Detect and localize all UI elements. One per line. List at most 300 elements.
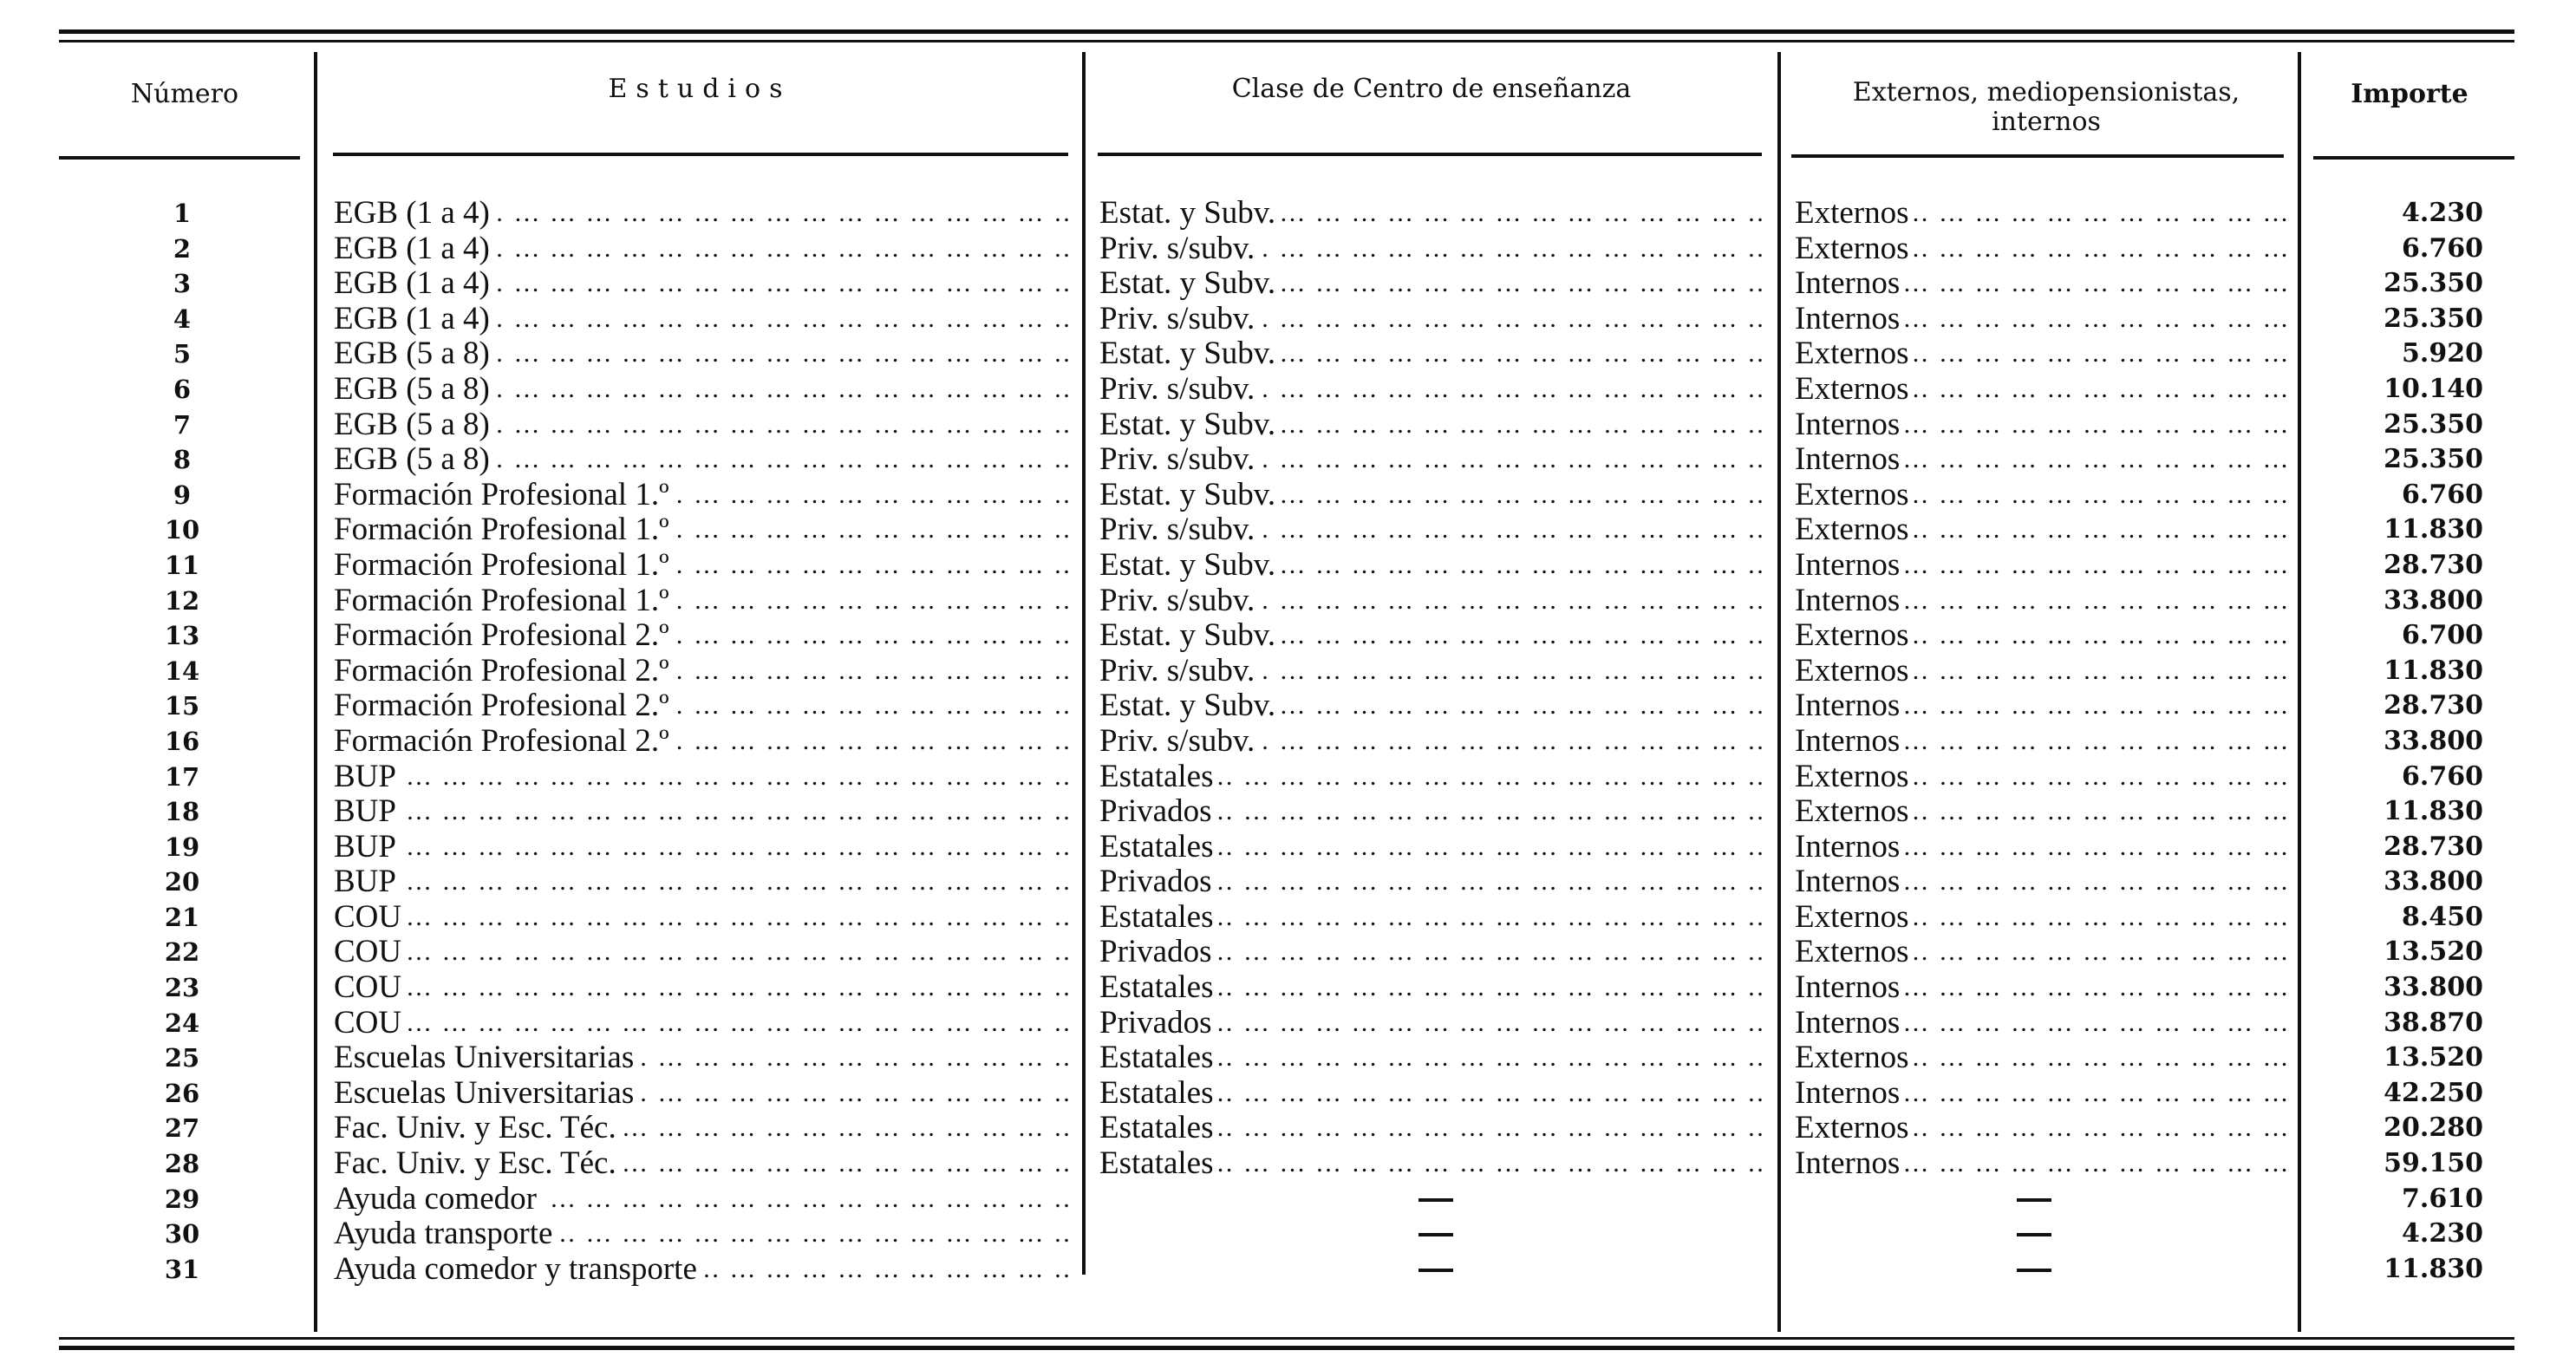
row-number — [59, 794, 309, 830]
row-clase — [1099, 1111, 1765, 1146]
row-clase-text: Estatales — [1099, 1111, 1217, 1145]
row-importe-text: 11.830 — [2384, 1254, 2487, 1284]
row-importe — [2332, 654, 2487, 689]
row-clase-text: Priv. s/subv. — [1099, 654, 1258, 688]
row-clase-text: Estat. y Subv. — [1099, 688, 1279, 723]
row-number-text: 22 — [165, 937, 203, 967]
row-number-text: 26 — [165, 1079, 203, 1108]
header-externos: Externos, mediopensionistas, internos — [1852, 77, 2240, 137]
row-importe — [2332, 266, 2487, 302]
row-number — [59, 584, 309, 619]
row-importe — [2332, 864, 2487, 900]
row-number-text: 11 — [165, 551, 203, 580]
row-clase-text: Estat. y Subv. — [1099, 196, 1279, 231]
row-clase — [1099, 724, 1765, 760]
row-importe — [2332, 196, 2487, 232]
row-tipo-dash — [2017, 1198, 2051, 1202]
row-clase — [1099, 196, 1765, 232]
row-tipo-text: Internos — [1795, 442, 1903, 477]
row-clase-text: Estatales — [1099, 830, 1217, 864]
row-estudios — [334, 512, 1069, 548]
row-tipo-text: Internos — [1795, 408, 1903, 442]
table-row — [0, 1146, 2576, 1182]
table-row — [0, 336, 2576, 372]
row-importe-text: 38.870 — [2384, 1008, 2487, 1038]
row-estudios-text: COU — [334, 935, 405, 969]
row-importe-text: 33.800 — [2384, 972, 2487, 1002]
row-number — [59, 760, 309, 795]
row-importe — [2332, 1146, 2487, 1182]
row-tipo — [1795, 1041, 2287, 1076]
row-number-text: 5 — [173, 339, 194, 369]
header-underline-numero — [59, 156, 300, 160]
row-estudios — [334, 724, 1069, 760]
row-importe-text: 25.350 — [2384, 303, 2487, 334]
row-estudios-text: Escuelas Universitarias — [334, 1076, 637, 1111]
row-number — [59, 196, 309, 232]
row-estudios-text: Ayuda transporte — [334, 1217, 556, 1251]
row-importe — [2332, 1217, 2487, 1252]
row-number-text: 27 — [165, 1113, 203, 1143]
table-row — [0, 408, 2576, 443]
row-tipo-text: Externos — [1795, 1041, 1913, 1075]
row-number-text: 24 — [165, 1008, 203, 1038]
row-importe-text: 25.350 — [2384, 444, 2487, 474]
table-row — [0, 512, 2576, 548]
row-tipo — [1795, 794, 2287, 830]
row-estudios-text: Fac. Univ. y Esc. Téc. — [334, 1146, 620, 1181]
row-importe-text: 6.760 — [2402, 233, 2487, 264]
row-clase — [1099, 512, 1765, 548]
row-number-text: 30 — [165, 1219, 203, 1249]
row-tipo — [1795, 336, 2287, 372]
table-row — [0, 1006, 2576, 1041]
row-number-text: 20 — [165, 867, 203, 897]
bottom-rule-thin — [59, 1337, 2514, 1340]
row-clase-text: Estat. y Subv. — [1099, 478, 1279, 512]
row-importe-text: 20.280 — [2384, 1112, 2487, 1143]
row-tipo-text: Externos — [1795, 372, 1913, 407]
row-tipo-text: Internos — [1795, 1146, 1903, 1181]
header-clase: Clase de Centro de enseñanza — [1231, 74, 1632, 104]
row-number-text: 28 — [165, 1149, 203, 1178]
row-clase — [1099, 1006, 1765, 1041]
row-number-text: 17 — [165, 762, 203, 792]
row-number — [59, 1146, 309, 1182]
row-clase — [1099, 1146, 1765, 1182]
row-clase-text: Priv. s/subv. — [1099, 442, 1258, 477]
row-tipo — [1795, 548, 2287, 584]
row-estudios-text: EGB (5 a 8) — [334, 336, 493, 371]
row-estudios — [334, 688, 1069, 724]
row-importe — [2332, 232, 2487, 267]
row-importe-text: 33.800 — [2384, 866, 2487, 897]
row-clase — [1099, 970, 1765, 1006]
row-number — [59, 900, 309, 936]
table-row — [0, 302, 2576, 337]
row-estudios-text: Formación Profesional 1.º — [334, 478, 673, 512]
row-number — [59, 1076, 309, 1112]
table-row — [0, 232, 2576, 267]
row-number — [59, 478, 309, 513]
table-row — [0, 442, 2576, 478]
row-estudios — [334, 760, 1069, 795]
table-row — [0, 548, 2576, 584]
row-tipo — [1795, 1076, 2287, 1112]
row-estudios — [334, 935, 1069, 970]
table-row — [0, 618, 2576, 654]
row-importe-text: 6.760 — [2402, 761, 2487, 792]
row-number — [59, 1182, 309, 1217]
row-estudios-text: Ayuda comedor — [334, 1182, 540, 1217]
row-number — [59, 372, 309, 408]
row-importe-text: 25.350 — [2384, 409, 2487, 440]
row-importe — [2332, 302, 2487, 337]
row-estudios-text: EGB (1 a 4) — [334, 266, 493, 301]
row-estudios-text: COU — [334, 900, 405, 935]
row-clase — [1099, 302, 1765, 337]
row-tipo-dash — [2017, 1233, 2051, 1236]
row-importe — [2332, 584, 2487, 619]
row-estudios — [334, 1111, 1069, 1146]
row-tipo-text: Internos — [1795, 1006, 1903, 1041]
row-estudios-text: EGB (5 a 8) — [334, 408, 493, 442]
row-tipo-text: Internos — [1795, 970, 1903, 1005]
row-number-text: 21 — [165, 903, 203, 932]
row-importe — [2332, 688, 2487, 724]
row-tipo-text: Internos — [1795, 266, 1903, 301]
row-clase-text: Priv. s/subv. — [1099, 232, 1258, 266]
row-tipo-text: Externos — [1795, 232, 1913, 266]
row-tipo-text: Externos — [1795, 654, 1913, 688]
row-number — [59, 618, 309, 654]
row-importe-text: 6.700 — [2402, 620, 2487, 650]
row-clase — [1099, 372, 1765, 408]
row-tipo — [1795, 654, 2287, 689]
row-number — [59, 302, 309, 337]
row-clase — [1099, 266, 1765, 302]
row-importe — [2332, 512, 2487, 548]
row-clase-text: Estat. y Subv. — [1099, 266, 1279, 301]
header-importe: Importe — [2351, 79, 2468, 109]
row-number — [59, 442, 309, 478]
table-row — [0, 864, 2576, 900]
row-number — [59, 266, 309, 302]
row-clase-text: Privados — [1099, 794, 1216, 829]
row-clase — [1099, 336, 1765, 372]
row-estudios — [334, 584, 1069, 619]
row-estudios-text: Formación Profesional 2.º — [334, 724, 673, 759]
row-estudios — [334, 864, 1069, 900]
row-tipo-text: Internos — [1795, 1076, 1903, 1111]
row-importe — [2332, 830, 2487, 865]
row-importe-text: 33.800 — [2384, 726, 2487, 756]
row-tipo-text: Externos — [1795, 478, 1913, 512]
header-underline-estudios — [333, 153, 1068, 156]
row-number-text: 3 — [173, 269, 194, 298]
top-rule-thin — [59, 40, 2514, 42]
row-clase-text: Estatales — [1099, 760, 1217, 794]
row-estudios-text: COU — [334, 970, 405, 1005]
row-clase — [1099, 864, 1765, 900]
row-tipo-text: Externos — [1795, 794, 1913, 829]
row-estudios — [334, 548, 1069, 584]
row-number-text: 10 — [165, 515, 203, 545]
row-estudios-text: BUP — [334, 760, 400, 794]
row-estudios-text: Formación Profesional 2.º — [334, 688, 673, 723]
row-importe-text: 13.520 — [2384, 1042, 2487, 1073]
row-estudios — [334, 618, 1069, 654]
row-tipo — [1795, 478, 2287, 513]
row-estudios-text: EGB (1 a 4) — [334, 232, 493, 266]
header-underline-clase — [1098, 153, 1762, 156]
row-importe — [2332, 1111, 2487, 1146]
row-tipo — [1795, 1146, 2287, 1182]
row-clase — [1099, 1041, 1765, 1076]
row-estudios — [334, 1006, 1069, 1041]
row-importe-text: 5.920 — [2402, 338, 2487, 369]
row-estudios — [334, 1252, 1069, 1288]
row-number-text: 16 — [165, 727, 203, 756]
row-estudios-text: Fac. Univ. y Esc. Téc. — [334, 1111, 620, 1145]
row-tipo — [1795, 1111, 2287, 1146]
row-clase-dash — [1418, 1233, 1453, 1236]
row-tipo — [1795, 196, 2287, 232]
row-importe — [2332, 1076, 2487, 1112]
row-number-text: 6 — [173, 375, 194, 404]
row-estudios — [334, 654, 1069, 689]
table-row — [0, 724, 2576, 760]
row-tipo-text: Internos — [1795, 302, 1903, 336]
row-clase — [1099, 548, 1765, 584]
row-estudios — [334, 970, 1069, 1006]
row-importe — [2332, 618, 2487, 654]
row-tipo — [1795, 724, 2287, 760]
row-estudios — [334, 794, 1069, 830]
row-importe — [2332, 408, 2487, 443]
row-importe-text: 25.350 — [2384, 268, 2487, 298]
row-tipo-text: Internos — [1795, 830, 1903, 864]
row-importe — [2332, 970, 2487, 1006]
row-clase-text: Privados — [1099, 935, 1216, 969]
row-tipo — [1795, 584, 2287, 619]
row-number — [59, 970, 309, 1006]
row-importe-text: 6.760 — [2402, 480, 2487, 510]
row-number — [59, 1217, 309, 1252]
row-tipo — [1795, 864, 2287, 900]
row-importe — [2332, 478, 2487, 513]
table-row — [0, 970, 2576, 1006]
table-row — [0, 1182, 2576, 1217]
row-tipo-text: Externos — [1795, 935, 1913, 969]
row-number-text: 19 — [165, 832, 203, 862]
row-number — [59, 935, 309, 970]
row-number-text: 8 — [173, 445, 194, 474]
row-clase-text: Estat. y Subv. — [1099, 336, 1279, 371]
row-tipo — [1795, 442, 2287, 478]
row-importe-text: 11.830 — [2384, 796, 2487, 826]
row-number — [59, 1111, 309, 1146]
row-clase — [1099, 830, 1765, 865]
table-row — [0, 196, 2576, 232]
row-clase-text: Estatales — [1099, 1076, 1217, 1111]
row-number — [59, 830, 309, 865]
row-clase-text: Estat. y Subv. — [1099, 618, 1279, 653]
row-importe-text: 10.140 — [2384, 374, 2487, 404]
row-estudios-text: EGB (5 a 8) — [334, 372, 493, 407]
row-importe-text: 11.830 — [2384, 656, 2487, 686]
row-importe-text: 8.450 — [2402, 902, 2487, 932]
row-clase — [1099, 1076, 1765, 1112]
row-estudios — [334, 442, 1069, 478]
row-clase-text: Privados — [1099, 864, 1216, 899]
row-number — [59, 1252, 309, 1288]
row-clase-text: Estatales — [1099, 900, 1217, 935]
table-row — [0, 584, 2576, 619]
row-importe-text: 42.250 — [2384, 1078, 2487, 1108]
row-clase-dash — [1418, 1269, 1453, 1272]
row-number-text: 13 — [165, 621, 203, 650]
row-number-text: 14 — [165, 656, 203, 686]
row-number — [59, 654, 309, 689]
row-importe-text: 28.730 — [2384, 550, 2487, 580]
row-tipo-text: Externos — [1795, 760, 1913, 794]
row-tipo-text: Internos — [1795, 864, 1903, 899]
row-clase — [1099, 935, 1765, 970]
row-estudios — [334, 232, 1069, 267]
row-number — [59, 512, 309, 548]
row-estudios-text: Ayuda comedor y transporte — [334, 1252, 701, 1287]
row-tipo-text: Externos — [1795, 336, 1913, 371]
row-tipo — [1795, 512, 2287, 548]
row-number-text: 4 — [173, 304, 194, 334]
row-tipo-text: Externos — [1795, 618, 1913, 653]
row-clase — [1099, 478, 1765, 513]
row-importe — [2332, 1041, 2487, 1076]
row-number — [59, 1006, 309, 1041]
bottom-rule-thick — [59, 1346, 2514, 1350]
row-estudios — [334, 408, 1069, 443]
row-number — [59, 336, 309, 372]
row-clase — [1099, 900, 1765, 936]
row-importe — [2332, 1182, 2487, 1217]
row-tipo-text: Internos — [1795, 688, 1903, 723]
row-tipo — [1795, 688, 2287, 724]
row-clase — [1099, 584, 1765, 619]
table-row — [0, 478, 2576, 513]
row-tipo-text: Externos — [1795, 196, 1913, 231]
table-body — [0, 196, 2576, 1287]
row-clase-text: Estat. y Subv. — [1099, 548, 1279, 583]
row-clase — [1099, 232, 1765, 267]
row-importe — [2332, 372, 2487, 408]
table-row — [0, 1217, 2576, 1252]
row-estudios — [334, 266, 1069, 302]
row-estudios — [334, 1146, 1069, 1182]
row-number-text: 1 — [173, 199, 194, 228]
row-importe — [2332, 935, 2487, 970]
row-clase — [1099, 442, 1765, 478]
row-clase-text: Estatales — [1099, 1146, 1217, 1181]
row-number-text: 9 — [173, 480, 194, 510]
row-tipo — [1795, 266, 2287, 302]
row-number — [59, 864, 309, 900]
row-estudios — [334, 196, 1069, 232]
table-row — [0, 654, 2576, 689]
row-clase — [1099, 618, 1765, 654]
row-clase-text: Privados — [1099, 1006, 1216, 1041]
row-importe — [2332, 442, 2487, 478]
row-estudios — [334, 336, 1069, 372]
row-estudios — [334, 830, 1069, 865]
row-clase-text: Priv. s/subv. — [1099, 724, 1258, 759]
row-number-text: 7 — [173, 410, 194, 440]
row-importe — [2332, 1252, 2487, 1288]
row-importe — [2332, 900, 2487, 936]
row-tipo-dash — [2017, 1269, 2051, 1272]
row-importe-text: 33.800 — [2384, 585, 2487, 616]
row-tipo — [1795, 760, 2287, 795]
row-clase-text: Estat. y Subv. — [1099, 408, 1279, 442]
row-importe — [2332, 760, 2487, 795]
row-clase-dash — [1418, 1198, 1453, 1202]
top-rule-thick — [59, 29, 2514, 34]
table-row — [0, 900, 2576, 936]
row-importe-text: 28.730 — [2384, 832, 2487, 862]
row-estudios-text: EGB (5 a 8) — [334, 442, 493, 477]
row-clase — [1099, 688, 1765, 724]
header-estudios: Estudios — [608, 74, 792, 104]
row-importe-text: 13.520 — [2384, 936, 2487, 967]
row-clase — [1099, 408, 1765, 443]
row-importe-text: 59.150 — [2384, 1148, 2487, 1178]
table-row — [0, 1076, 2576, 1112]
row-estudios — [334, 478, 1069, 513]
row-estudios-text: Formación Profesional 1.º — [334, 584, 673, 618]
row-importe-text: 11.830 — [2384, 514, 2487, 545]
row-clase-text: Estatales — [1099, 1041, 1217, 1075]
table-row — [0, 688, 2576, 724]
row-importe-text: 28.730 — [2384, 690, 2487, 721]
header-underline-importe — [2313, 156, 2514, 160]
row-clase — [1099, 760, 1765, 795]
row-importe — [2332, 794, 2487, 830]
row-estudios-text: BUP — [334, 830, 400, 864]
row-number-text: 29 — [165, 1184, 203, 1214]
row-number — [59, 408, 309, 443]
row-number-text: 2 — [173, 234, 194, 264]
row-clase-text: Estatales — [1099, 970, 1217, 1005]
table-row — [0, 1111, 2576, 1146]
table-row — [0, 1041, 2576, 1076]
row-estudios — [334, 900, 1069, 936]
row-number — [59, 232, 309, 267]
row-clase — [1099, 794, 1765, 830]
row-importe — [2332, 548, 2487, 584]
row-tipo — [1795, 232, 2287, 267]
row-tipo-text: Externos — [1795, 900, 1913, 935]
row-importe-text: 7.610 — [2402, 1184, 2487, 1214]
table-row — [0, 1252, 2576, 1288]
row-estudios-text: BUP — [334, 864, 400, 899]
row-estudios-text: Formación Profesional 1.º — [334, 548, 673, 583]
row-estudios — [334, 1217, 1069, 1252]
row-clase-text: Priv. s/subv. — [1099, 584, 1258, 618]
row-clase — [1099, 654, 1765, 689]
row-importe — [2332, 724, 2487, 760]
row-tipo — [1795, 1006, 2287, 1041]
row-importe-text: 4.230 — [2402, 1218, 2487, 1249]
